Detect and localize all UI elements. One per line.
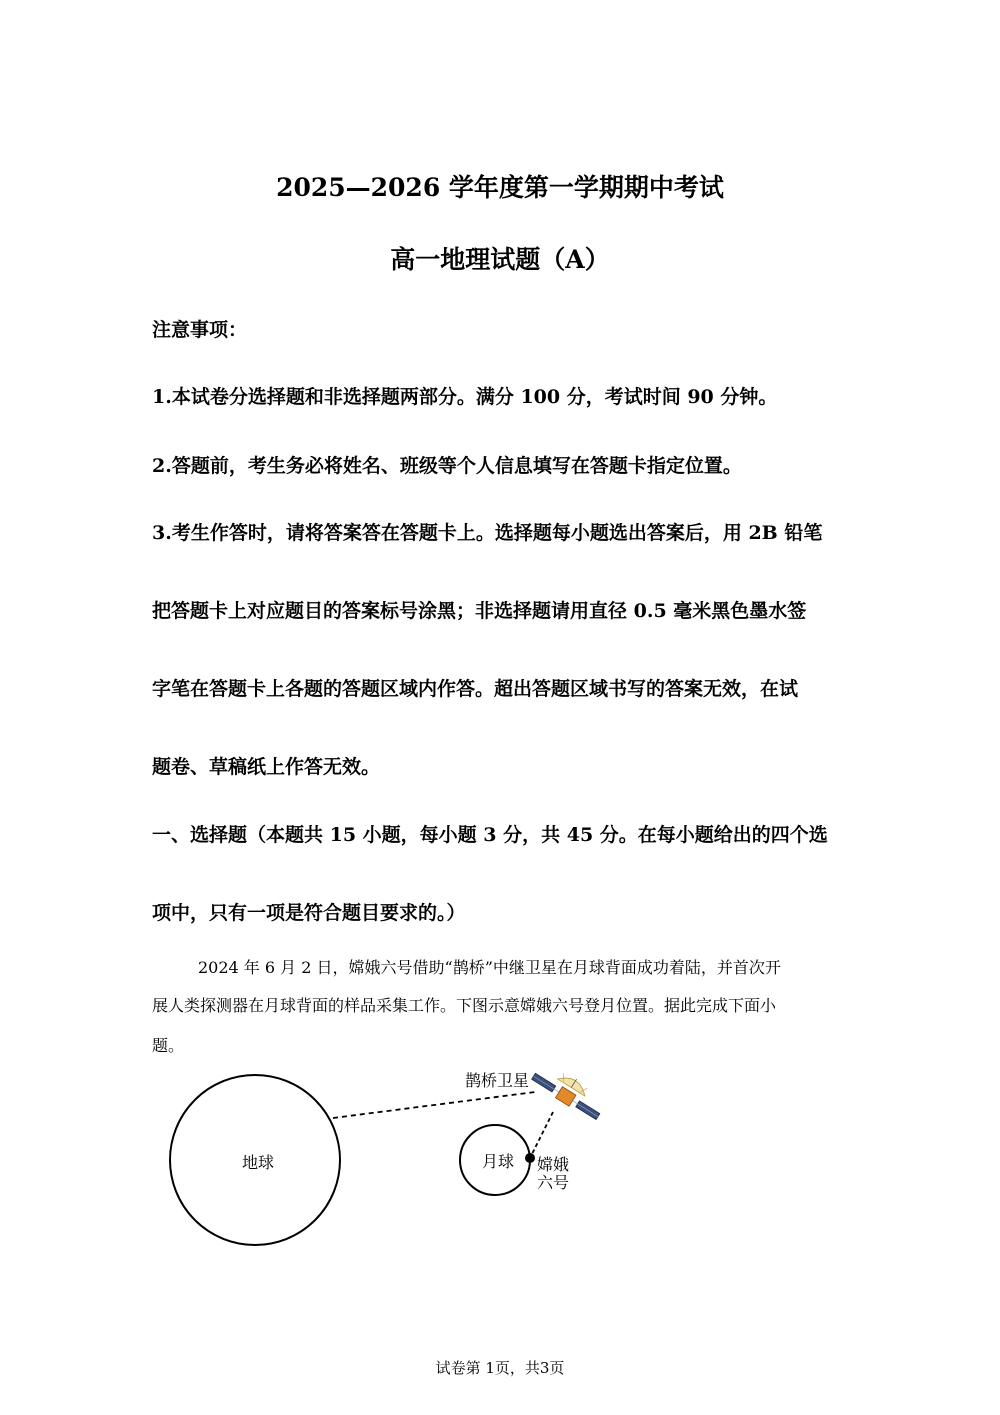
passage-line-1: 2024 年 6 月 2 日，嫦娥六号借助“鹊桥”中继卫星在月球背面成功着陆，并首次开 [198,958,781,977]
section-heading-line-2: 项中，只有一项是符合题目要求的。） [152,902,466,924]
passage-line-3: 题。 [152,1036,185,1055]
notice-item-3-line-2: 把答题卡上对应题目的答案标号涂黑；非选择题请用直径 0.5 毫米黑色墨水签 [152,600,807,622]
passage-line-2: 展人类探测器在月球背面的样品采集工作。下图示意嫦娥六号登月位置。据此完成下面小 [152,996,777,1015]
satellite-icon [530,1059,609,1122]
notice-item-3-line-1: 3.考生作答时，请将答案答在答题卡上。选择题每小题选出答案后，用 2B 铅笔 [152,522,823,544]
lander-dot [525,1153,535,1163]
notice-item-3-line-4: 题卷、草稿纸上作答无效。 [152,756,381,778]
exam-title: 2025—2026 学年度第一学期期中考试 [276,173,724,202]
notice-item-3-line-3: 字笔在答题卡上各题的答题区域内作答。超出答题区域书写的答案无效，在试 [152,678,799,700]
satellite-label: 鹊桥卫星 [465,1071,530,1090]
earth-satellite-link [333,1092,535,1118]
page-footer: 试卷第 1页，共3页 [435,1359,565,1377]
earth-label: 地球 [241,1153,275,1172]
notice-heading: 注意事项： [152,319,248,341]
section-heading-line-1: 一、选择题（本题共 15 小题，每小题 3 分，共 45 分。在每小题给出的四个选 [152,824,828,846]
lander-label-line-1: 嫦娥 [537,1155,570,1174]
exam-subtitle: 高一地理试题（A） [390,245,610,274]
notice-item-2: 2.答题前，考生务必将姓名、班级等个人信息填写在答题卡指定位置。 [152,455,742,477]
lander-label-line-2: 六号 [537,1173,570,1192]
satellite-lander-link [531,1112,553,1156]
moon-label: 月球 [481,1152,515,1171]
notice-item-1: 1.本试卷分选择题和非选择题两部分。满分 100 分，考试时间 90 分钟。 [152,386,778,408]
